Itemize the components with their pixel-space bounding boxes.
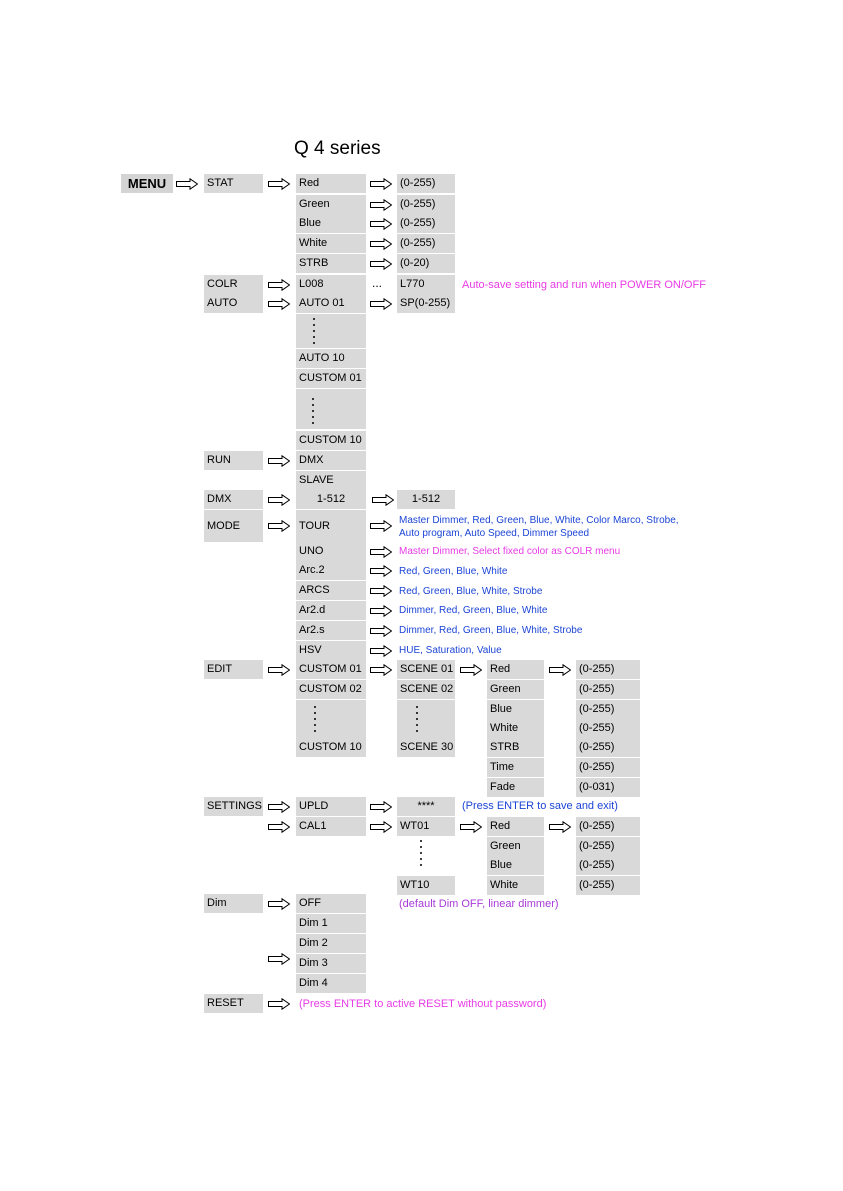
cal-param-blue: Blue — [487, 856, 544, 875]
arrow-icon — [268, 279, 290, 291]
cal-param-green: Green — [487, 837, 544, 856]
menu-root: MENU — [121, 174, 173, 193]
edit-scene-30: SCENE 30 — [397, 738, 455, 757]
stat-value-strb: (0-20) — [397, 254, 455, 273]
mode-ar2s-desc: Dimmer, Red, Green, Blue, White, Strobe — [399, 625, 583, 636]
mode-tour-desc-1: Master Dimmer, Red, Green, Blue, White, Color Marco, Strobe, — [399, 515, 679, 526]
stat-item-green: Green — [296, 195, 366, 214]
edit-scene-ellipsis-box — [397, 700, 455, 738]
mode-item-uno: UNO — [296, 542, 366, 561]
arrow-icon — [268, 455, 290, 467]
edit-node: EDIT — [204, 660, 263, 679]
arrow-icon — [549, 821, 571, 833]
arrow-icon — [268, 801, 290, 813]
stat-node: STAT — [204, 174, 263, 193]
mode-ar2d-desc: Dimmer, Red, Green, Blue, White — [399, 605, 548, 616]
cal-param-white: White — [487, 876, 544, 895]
arrow-icon — [460, 664, 482, 676]
settings-wt10: WT10 — [397, 876, 455, 895]
settings-wt01: WT01 — [397, 817, 455, 836]
edit-param-strb: STRB — [487, 738, 544, 757]
edit-scene-dots — [416, 706, 418, 736]
arrow-icon — [372, 494, 394, 506]
edit-value-blue: (0-255) — [576, 700, 640, 719]
stat-item-red: Red — [296, 174, 366, 193]
run-item-slave: SLAVE — [296, 471, 366, 490]
mode-uno-desc: Master Dimmer, Select fixed color as COLR menu — [399, 546, 621, 557]
arrow-icon — [268, 821, 290, 833]
arrow-icon — [370, 565, 392, 577]
stat-value-red: (0-255) — [397, 174, 455, 193]
arrow-icon — [268, 998, 290, 1010]
colr-node: COLR — [204, 275, 263, 294]
edit-param-blue: Blue — [487, 700, 544, 719]
cal-value-red: (0-255) — [576, 817, 640, 836]
edit-param-fade: Fade — [487, 778, 544, 797]
arrow-icon — [176, 178, 198, 190]
arrow-icon — [370, 645, 392, 657]
cal-value-green: (0-255) — [576, 837, 640, 856]
arrow-icon — [268, 494, 290, 506]
arrow-icon — [370, 238, 392, 250]
edit-param-white: White — [487, 719, 544, 738]
arrow-icon — [370, 625, 392, 637]
auto-custom-10: CUSTOM 10 — [296, 431, 366, 450]
dmx-address-value: 1-512 — [397, 490, 455, 509]
edit-param-time: Time — [487, 758, 544, 777]
arrow-icon — [460, 821, 482, 833]
stat-item-white: White — [296, 234, 366, 253]
dim-node: Dim — [204, 894, 263, 913]
mode-hsv-desc: HUE, Saturation, Value — [399, 645, 502, 656]
stat-value-blue: (0-255) — [397, 214, 455, 233]
colr-ellipsis: ... — [372, 276, 383, 290]
edit-custom-dots — [314, 706, 316, 736]
dmx-address: 1-512 — [296, 490, 366, 509]
edit-param-red: Red — [487, 660, 544, 679]
edit-param-green: Green — [487, 680, 544, 699]
edit-value-white: (0-255) — [576, 719, 640, 738]
settings-upld: UPLD — [296, 797, 366, 816]
settings-wt-dots — [420, 840, 422, 870]
stat-value-green: (0-255) — [397, 195, 455, 214]
edit-custom-ellipsis-box — [296, 700, 366, 738]
edit-scene-01: SCENE 01 — [397, 660, 455, 679]
arrow-icon — [549, 664, 571, 676]
stat-item-strb: STRB — [296, 254, 366, 273]
arrow-icon — [370, 605, 392, 617]
settings-upld-note: (Press ENTER to save and exit) — [462, 800, 618, 812]
dim-item-4: Dim 4 — [296, 974, 366, 993]
arrow-icon — [268, 298, 290, 310]
stat-item-blue: Blue — [296, 214, 366, 233]
arrow-icon — [370, 298, 392, 310]
dim-item-1: Dim 1 — [296, 914, 366, 933]
arrow-icon — [268, 178, 290, 190]
dim-item-2: Dim 2 — [296, 934, 366, 953]
arrow-icon — [268, 664, 290, 676]
mode-node: MODE — [204, 510, 263, 542]
auto-speed: SP(0-255) — [397, 294, 455, 313]
mode-item-tour: TOUR — [296, 510, 366, 542]
settings-cal1: CAL1 — [296, 817, 366, 836]
colr-last: L770 — [397, 275, 455, 294]
settings-node: SETTINGS — [204, 797, 263, 816]
stat-value-white: (0-255) — [397, 234, 455, 253]
auto-item-10: AUTO 10 — [296, 349, 366, 368]
mode-item-ar2d: Ar2.d — [296, 601, 366, 620]
arrow-icon — [268, 898, 290, 910]
arrow-icon — [268, 953, 290, 965]
cal-value-white: (0-255) — [576, 876, 640, 895]
run-item-dmx: DMX — [296, 451, 366, 470]
auto-item-01: AUTO 01 — [296, 294, 366, 313]
mode-arc2-desc: Red, Green, Blue, White — [399, 566, 508, 577]
auto-ellipsis-box — [296, 314, 366, 348]
edit-value-time: (0-255) — [576, 758, 640, 777]
auto-vertical-dots — [313, 318, 315, 348]
edit-value-red: (0-255) — [576, 660, 640, 679]
dim-note: (default Dim OFF, linear dimmer) — [399, 898, 559, 910]
run-node: RUN — [204, 451, 263, 470]
arrow-icon — [370, 585, 392, 597]
edit-custom-01: CUSTOM 01 — [296, 660, 366, 679]
arrow-icon — [370, 199, 392, 211]
arrow-icon — [370, 546, 392, 558]
edit-value-strb: (0-255) — [576, 738, 640, 757]
colr-note: Auto-save setting and run when POWER ON/OFF — [462, 279, 706, 291]
arrow-icon — [370, 258, 392, 270]
arrow-icon — [370, 664, 392, 676]
mode-item-ar2s: Ar2.s — [296, 621, 366, 640]
edit-value-fade: (0-031) — [576, 778, 640, 797]
auto-node: AUTO — [204, 294, 263, 313]
dim-item-off: OFF — [296, 894, 366, 913]
edit-value-green: (0-255) — [576, 680, 640, 699]
arrow-icon — [268, 520, 290, 532]
arrow-icon — [370, 178, 392, 190]
dim-item-3: Dim 3 — [296, 954, 366, 973]
custom-vertical-dots — [312, 398, 314, 428]
dmx-node: DMX — [204, 490, 263, 509]
arrow-icon — [370, 801, 392, 813]
mode-tour-desc-2: Auto program, Auto Speed, Dimmer Speed — [399, 528, 590, 539]
page-title: Q 4 series — [294, 138, 381, 159]
cal-value-blue: (0-255) — [576, 856, 640, 875]
reset-note: (Press ENTER to active RESET without password) — [299, 998, 547, 1010]
reset-node: RESET — [204, 994, 263, 1013]
mode-item-arc2: Arc.2 — [296, 561, 366, 580]
mode-item-arcs: ARCS — [296, 581, 366, 600]
custom-ellipsis-box — [296, 389, 366, 429]
edit-custom-10: CUSTOM 10 — [296, 738, 366, 757]
arrow-icon — [370, 520, 392, 532]
cal-param-red: Red — [487, 817, 544, 836]
settings-password: **** — [397, 797, 455, 816]
edit-scene-02: SCENE 02 — [397, 680, 455, 699]
mode-item-hsv: HSV — [296, 641, 366, 660]
auto-custom-01: CUSTOM 01 — [296, 369, 366, 388]
arrow-icon — [370, 218, 392, 230]
arrow-icon — [370, 821, 392, 833]
mode-arcs-desc: Red, Green, Blue, White, Strobe — [399, 586, 543, 597]
colr-first: L008 — [296, 275, 366, 294]
edit-custom-02: CUSTOM 02 — [296, 680, 366, 699]
